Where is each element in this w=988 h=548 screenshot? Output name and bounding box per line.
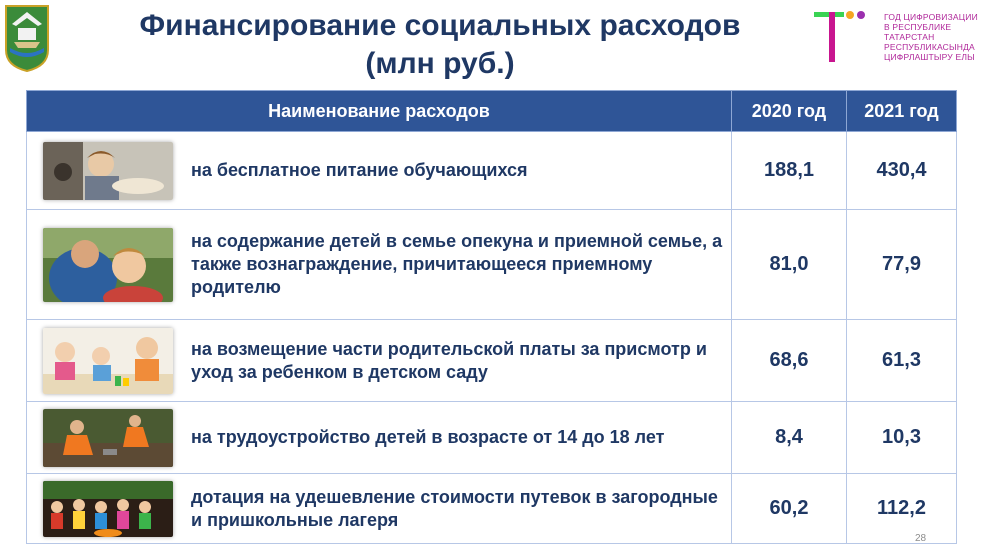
expense-label: дотация на удешевление стоимости путевок в загородные и пришкольные лагеря bbox=[191, 486, 718, 530]
value-2021: 112,2 bbox=[847, 474, 957, 544]
table-header-row bbox=[27, 91, 957, 132]
table-row bbox=[27, 132, 957, 210]
expense-label: на трудоустройство детей в возрасте от 14 до 18 лет bbox=[191, 427, 665, 447]
school-meals-photo bbox=[43, 142, 173, 200]
social-expenses-table bbox=[26, 90, 957, 544]
digitalization-year-logo-text: ГОД ЦИФРОВИЗАЦИИ В РЕСПУБЛИКЕ ТАТАРСТАН РЕСПУБЛИКАСЫНДА ЦИФРЛАШТЫРУ ЕЛЫ bbox=[884, 12, 978, 62]
teen-employment-photo bbox=[43, 409, 173, 467]
table-row bbox=[27, 320, 957, 402]
value-2020: 68,6 bbox=[732, 320, 847, 402]
header-2020: 2020 год bbox=[732, 91, 847, 132]
value-2021: 10,3 bbox=[847, 402, 957, 474]
value-2021: 430,4 bbox=[847, 132, 957, 210]
header-expense-name: Наименование расходов bbox=[27, 91, 732, 132]
page-subtitle-units: (млн руб.) bbox=[365, 47, 515, 80]
value-2021: 77,9 bbox=[847, 210, 957, 320]
value-2020: 81,0 bbox=[732, 210, 847, 320]
value-2020: 60,2 bbox=[732, 474, 847, 544]
table-row bbox=[27, 474, 957, 544]
expense-label: на бесплатное питание обучающихся bbox=[191, 160, 528, 180]
expense-label: на возмещение части родительской платы за присмотр и уход за ребенком в детском саду bbox=[191, 338, 707, 382]
expense-label: на содержание детей в семье опекуна и приемной семье, а также вознаграждение, причитающееся приемному родителю bbox=[191, 231, 723, 297]
table-row bbox=[27, 402, 957, 474]
summer-camp-photo bbox=[43, 481, 173, 537]
value-2020: 8,4 bbox=[732, 402, 847, 474]
value-2020: 188,1 bbox=[732, 132, 847, 210]
coat-of-arms-emblem bbox=[4, 4, 50, 72]
page-title: Финансирование социальных расходов bbox=[139, 9, 741, 42]
page-number: 28 bbox=[915, 533, 927, 544]
kindergarten-photo bbox=[43, 328, 173, 394]
value-2021: 61,3 bbox=[847, 320, 957, 402]
header-2021: 2021 год bbox=[847, 91, 957, 132]
table-row bbox=[27, 210, 957, 320]
foster-family-photo bbox=[43, 228, 173, 302]
